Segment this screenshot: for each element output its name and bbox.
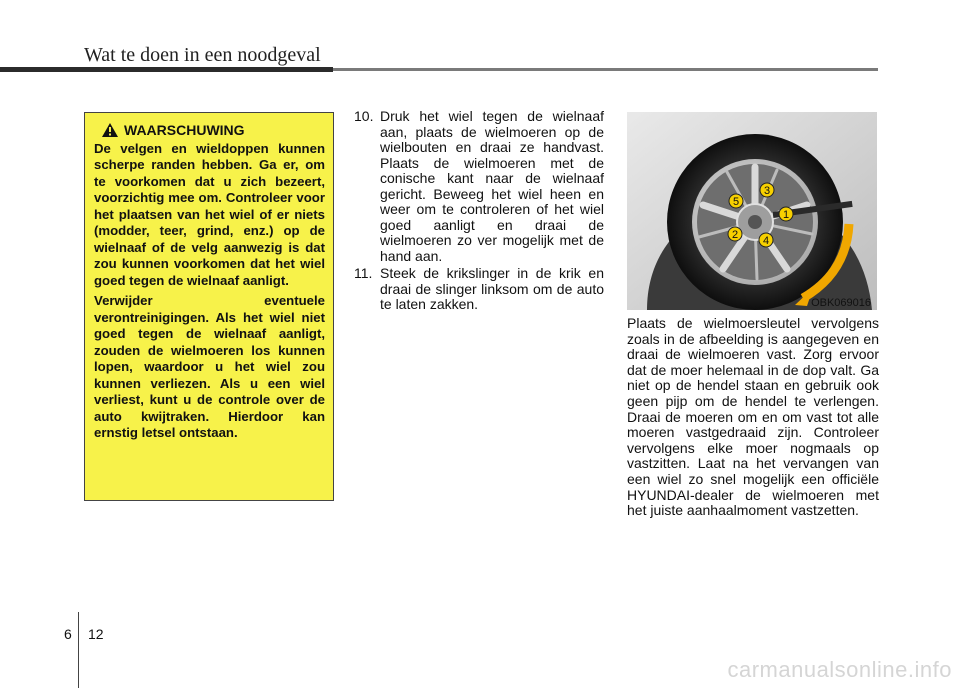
nut-label-5: 5 (732, 196, 740, 208)
page-header-title: Wat te doen in een noodgeval (84, 44, 321, 66)
step-number: 10. (354, 108, 374, 124)
nut-label-4: 4 (762, 235, 770, 247)
step-text: Steek de krikslinger in de krik en draai de slinger linksom om de auto te laten zakken. (380, 265, 604, 312)
step-item (354, 266, 604, 313)
figure-paragraph: Plaats de wielmoersleutel vervolgens zoals in de afbeelding is aangegeven en draai de wielmoeren vast. Zorg ervoor dat de moer helemaal in de dop valt. Ga niet op de hendel staan en gebruik ook geen pijp om de hendel te verlengen. Draai de moeren om en om vast tot alle moeren vastgedraaid zijn. Controleer vervolgens elke moer nogmaals op vastzitten. Laat na het vervangen van een wiel zo snel mogelijk een officiële HYUNDAI-dealer de wielmoeren met het juiste aanhaalmoment vastzetten. (627, 315, 879, 519)
figure-code: OBK069016 (811, 297, 871, 309)
step-text: Druk het wiel tegen de wielnaaf aan, plaats de wielmoeren op de wielbouten en draai ze handvast. Plaats de wielmoeren met de conische kant naar de wielnaaf gericht. Beweeg het wiel heen en weer om te controleren of het wiel goed aanligt en draai de wielmoeren zo ver mogelijk met de hand aan. (380, 108, 604, 264)
chapter-number: 6 (64, 626, 72, 642)
wheel-illustration (627, 112, 877, 310)
warning-title: WAARSCHUWING (124, 122, 245, 138)
warning-paragraph-2: Verwijder eventuele verontreinigingen. Als het wiel niet goed tegen de wielnaaf aanligt, zouden de wielmoeren los kunnen lopen, waardoor u het wiel zou kunnen verliezen. Als u een wiel verliest, kunt u de controle over de auto kwijtraken. Hierdoor kan ernstig letsel ontstaan. (94, 293, 325, 440)
nut-label-3: 3 (763, 185, 771, 197)
page-number: 12 (88, 626, 104, 642)
warning-box (84, 112, 334, 501)
warning-header (102, 122, 325, 139)
step-item (354, 109, 604, 264)
warning-triangle-icon (102, 123, 118, 137)
warning-paragraph-1: De velgen en wieldoppen kunnen scherpe randen hebben. Ga er, om te voorkomen dat u zich bezeert, voorzichtig mee om. Controleer voor het plaatsen van het wiel of er niets (modder, teer, grind, enz.) op de wielnaaf of de velg aanwezig is dat zou kunnen voorkomen dat het wiel goed tegen de wielnaaf aanligt. (94, 140, 325, 288)
footer-rule (78, 612, 79, 688)
step-number: 11. (354, 265, 373, 281)
nut-label-2: 2 (731, 229, 739, 241)
header-rule-dark (0, 67, 333, 72)
watermark: carmanualsonline.info (727, 657, 952, 682)
header-rule-light (333, 68, 878, 71)
step-list (354, 109, 604, 315)
wheel-photo (627, 112, 877, 310)
nut-label-1: 1 (782, 209, 790, 221)
